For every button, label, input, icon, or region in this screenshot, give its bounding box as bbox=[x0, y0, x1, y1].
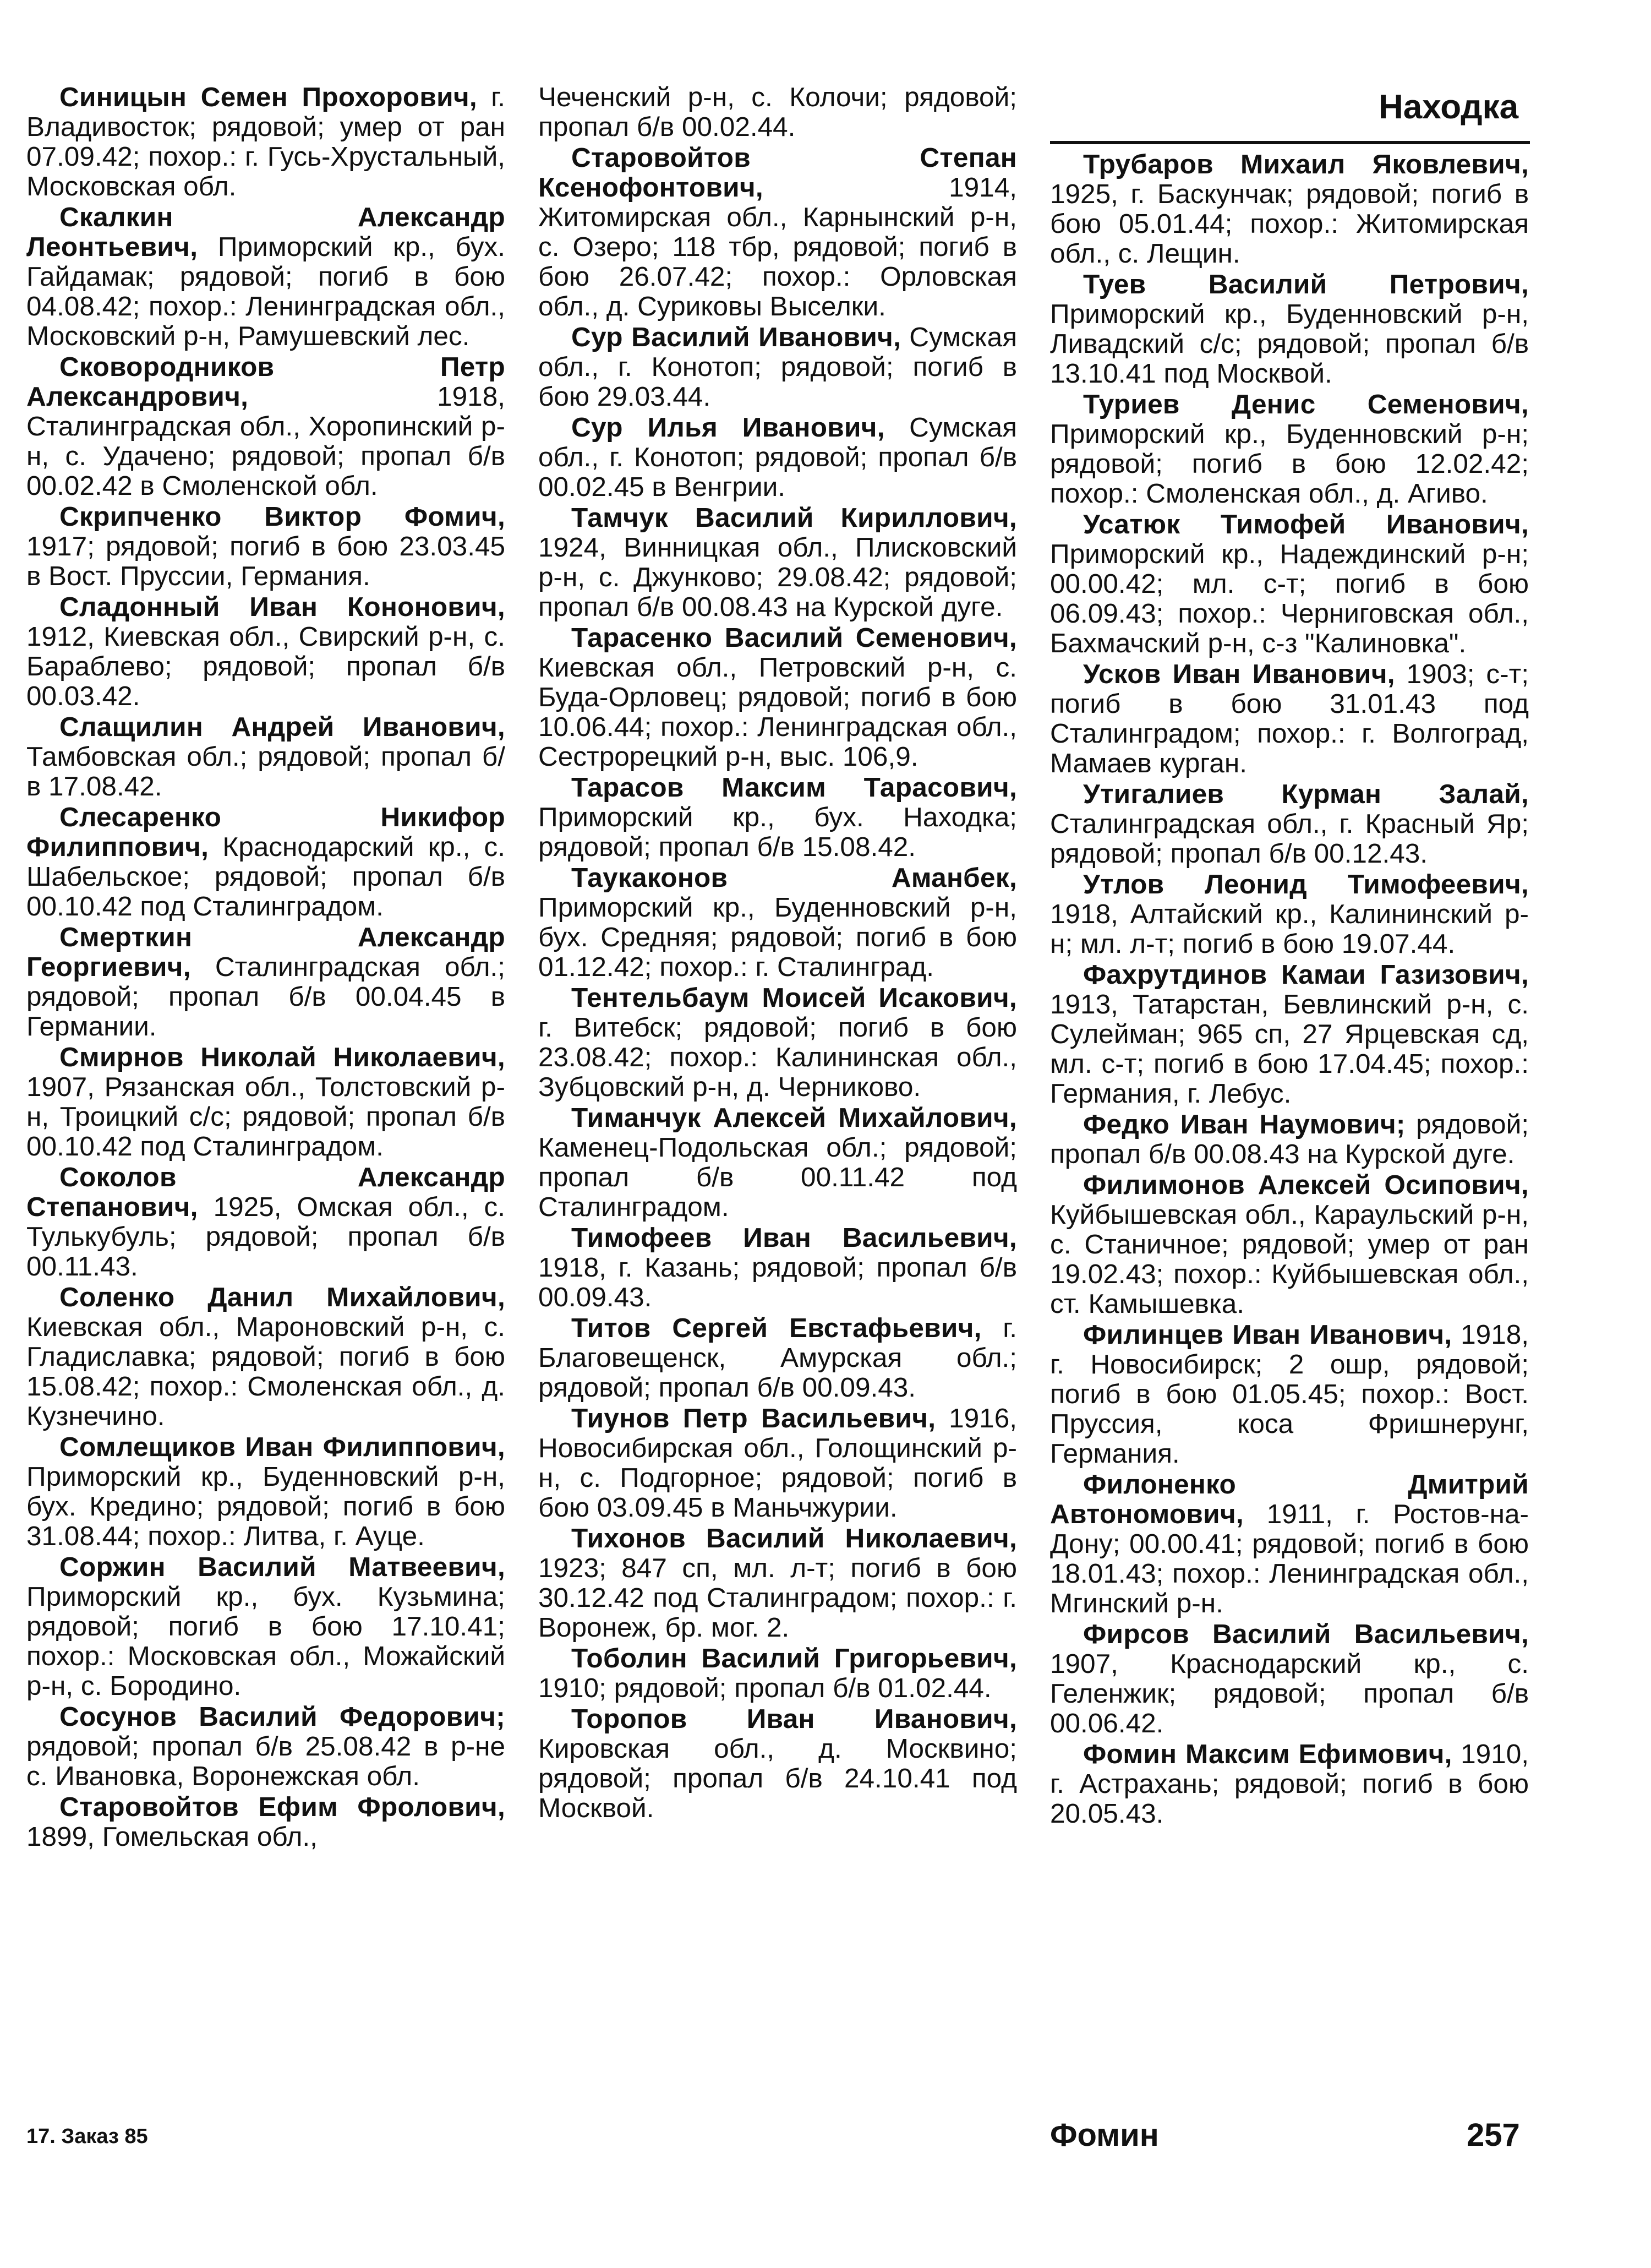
entry-name: Трубаров Михаил Яковлевич, bbox=[1083, 149, 1529, 179]
entry-details: 1923; 847 сп, мл. л-т; погиб в бою 30.12.42 под Сталинградом; похор.: г. Воронеж, бр. мог. 2. bbox=[538, 1553, 1017, 1643]
entry bbox=[1050, 390, 1529, 509]
entry bbox=[1050, 1620, 1529, 1738]
entry bbox=[538, 1313, 1017, 1403]
print-order-note: 17. Заказ 85 bbox=[26, 2125, 148, 2148]
entry-name: Тоболин Василий Григорьевич, bbox=[571, 1643, 1017, 1673]
entry-details: 1918, Сталинградская обл., Хоропинский р-н, с. Удачено; рядовой; пропал б/в 00.02.42 в Смоленской обл. bbox=[26, 381, 505, 501]
entry-name: Филимонов Алексей Осипович, bbox=[1083, 1170, 1529, 1200]
entry bbox=[26, 923, 505, 1042]
entry-details: 1907, Краснодарский кр., с. Геленжик; рядовой; пропал б/в 00.06.42. bbox=[1050, 1649, 1529, 1738]
entry-details: 1918, г. Новосибирск; 2 ошр, рядовой; погиб в бою 01.05.45; похор.: Вост. Пруссия, коса Фришнерунг, Германия. bbox=[1050, 1320, 1529, 1469]
entry bbox=[26, 1792, 505, 1852]
entry-name: Усатюк Тимофей Иванович, bbox=[1083, 509, 1529, 539]
header-rule bbox=[1050, 141, 1530, 144]
entry-name: Утлов Леонид Тимофеевич, bbox=[1083, 869, 1529, 899]
running-name: Фомин bbox=[1050, 2117, 1159, 2153]
entry-name: Тихонов Василий Николаевич, bbox=[571, 1523, 1017, 1553]
entry-details: Приморский кр., Буденновский р-н, Ливадский с/с; рядовой; пропал б/в 13.10.41 под Москвой. bbox=[1050, 299, 1529, 389]
entry-details: 1914, Житомирская обл., Карнынский р-н, с. Озеро; 118 тбр, рядовой; погиб в бою 26.07.42; похор.: Орловская обл., д. Суриковы Выселки. bbox=[538, 172, 1017, 321]
entry bbox=[538, 83, 1017, 142]
entry-details: Сталинградская обл.; рядовой; пропал б/в 00.04.45 в Германии. bbox=[26, 952, 505, 1042]
entry bbox=[538, 503, 1017, 622]
entry bbox=[26, 1702, 505, 1791]
section-title: Находка bbox=[1379, 88, 1519, 126]
entry bbox=[26, 352, 505, 501]
entry-name: Титов Сергей Евстафьевич, bbox=[571, 1313, 982, 1343]
entry bbox=[538, 1524, 1017, 1643]
entry-details: 1913, Татарстан, Бевлинский р-н, с. Сулейман; 965 сп, 27 Ярцевская сд, мл. с-т; погиб в бою 17.04.45; похор.: Германия, г. Лебус. bbox=[1050, 989, 1529, 1109]
entry bbox=[1050, 510, 1529, 658]
entry-details: 1899, Гомельская обл., bbox=[26, 1822, 318, 1852]
entry-details: Приморский кр., бух. Кузьмина; рядовой; погиб в бою 17.10.41; похор.: Московская обл., Можайский р-н, с. Бородино. bbox=[26, 1582, 505, 1701]
entry-details: Киевская обл., Петровский р-н, с. Буда-Орловец; рядовой; погиб в бою 10.06.44; похор.: Ленинградская обл., Сестрорецкий р-н, выс. 106,9. bbox=[538, 652, 1017, 772]
entry-name: Синицын Семен Прохорович, bbox=[59, 82, 477, 112]
entry-name: Филоненко Дмитрий Автономович, bbox=[1050, 1469, 1529, 1529]
entry bbox=[538, 1103, 1017, 1222]
entry-name: Соленко Данил Михайлович, bbox=[59, 1282, 505, 1312]
entry-name: Тентельбаум Моисей Исакович, bbox=[571, 983, 1017, 1013]
column-2 bbox=[538, 83, 1017, 1824]
entry bbox=[26, 203, 505, 351]
entry-details: 1918, Алтайский кр., Калининский р-н; мл. л-т; погиб в бою 19.07.44. bbox=[1050, 899, 1529, 959]
entry bbox=[26, 1552, 505, 1701]
entry-details: рядовой; пропал б/в 00.08.43 на Курской дуге. bbox=[1050, 1109, 1529, 1169]
entry-details: 1925, Омская обл., с. Тулькубуль; рядовой; пропал б/в 00.11.43. bbox=[26, 1192, 505, 1282]
entry bbox=[538, 1404, 1017, 1523]
entry-name: Сковородников Петр Александрович, bbox=[26, 352, 505, 412]
entry-name: Старовойтов Степан Ксенофонтович, bbox=[538, 143, 1017, 203]
entry-name: Соколов Александр Степанович, bbox=[26, 1162, 505, 1222]
entry-name: Сомлещиков Иван Филиппович, bbox=[59, 1432, 505, 1462]
entry-details: Приморский кр., бух. Гайдамак; рядовой; погиб в бою 04.08.42; похор.: Ленинградская обл., Московский р-н, Рамушевский лес. bbox=[26, 232, 505, 351]
entry-details: Киевская обл., Мароновский р-н, с. Гладиславка; рядовой; погиб в бою 15.08.42; похор.: Смоленская обл., д. Кузнечино. bbox=[26, 1312, 505, 1431]
entry-details: Сумская обл., г. Конотоп; рядовой; погиб в бою 29.03.44. bbox=[538, 322, 1017, 412]
entry-details: 1916, Новосибирская обл., Голощинский р-н, с. Подгорное; рядовой; погиб в бою 03.09.45 в Маньчжурии. bbox=[538, 1403, 1017, 1523]
entry-name: Торопов Иван Иванович, bbox=[571, 1704, 1017, 1734]
entry-name: Смирнов Николай Николаевич, bbox=[59, 1042, 505, 1072]
page-number: 257 bbox=[1467, 2117, 1520, 2153]
entry bbox=[538, 1704, 1017, 1823]
entry-details: 1918, г. Казань; рядовой; пропал б/в 00.09.43. bbox=[538, 1252, 1017, 1312]
entry bbox=[1050, 1740, 1529, 1829]
entry bbox=[1050, 270, 1529, 389]
entry-name: Туриев Денис Семенович, bbox=[1083, 389, 1529, 419]
entry-details: Каменец-Подольская обл.; рядовой; пропал б/в 00.11.42 под Сталинградом. bbox=[538, 1132, 1017, 1222]
entry bbox=[26, 502, 505, 591]
entry bbox=[26, 1163, 505, 1282]
entry bbox=[538, 143, 1017, 321]
entry-name: Скалкин Александр Леонтьевич, bbox=[26, 202, 505, 262]
entry bbox=[1050, 1110, 1529, 1169]
entry-details: 1907, Рязанская обл., Толстовский р-н, Троицкий с/с; рядовой; пропал б/в 00.10.42 под Сталинградом. bbox=[26, 1072, 505, 1162]
entry bbox=[26, 1432, 505, 1551]
entry-details: Тамбовская обл.; рядовой; пропал б/в 17.08.42. bbox=[26, 742, 505, 802]
column-1 bbox=[26, 83, 505, 1853]
entry-details: Сталинградская обл., г. Красный Яр; рядовой; пропал б/в 00.12.43. bbox=[1050, 809, 1529, 869]
entry-details: 1925, г. Баскунчак; рядовой; погиб в бою 05.01.44; похор.: Житомирская обл., с. Лещин. bbox=[1050, 179, 1529, 269]
entry-details: Сумская обл., г. Конотоп; рядовой; пропал б/в 00.02.45 в Венгрии. bbox=[538, 412, 1017, 502]
entry-details: Приморский кр., Буденновский р-н, бух. Средняя; рядовой; погиб в бою 01.12.42; похор.: г. Сталинград. bbox=[538, 892, 1017, 982]
entry bbox=[1050, 870, 1529, 959]
entry-details: 1903; с-т; погиб в бою 31.01.43 под Сталинградом; похор.: г. Волгоград, Мамаев курган. bbox=[1050, 659, 1529, 778]
entry-name: Сосунов Василий Федорович; bbox=[59, 1702, 505, 1732]
entry-name: Филинцев Иван Иванович, bbox=[1083, 1320, 1452, 1350]
entry-name: Скрипченко Виктор Фомич, bbox=[59, 501, 505, 532]
entry-name: Таукаконов Аманбек, bbox=[571, 863, 1017, 893]
entry-details: Куйбышевская обл., Караульский р-н, с. Станичное; рядовой; умер от ран 19.02.43; похор.: Куйбышевская обл., ст. Камышевка. bbox=[1050, 1200, 1529, 1319]
entry-details: Кировская обл., д. Москвино; рядовой; пропал б/в 24.10.41 под Москвой. bbox=[538, 1733, 1017, 1823]
entry-name: Фахрутдинов Камаи Газизович, bbox=[1083, 959, 1529, 990]
entry-details: Приморский кр., Надеждинский р-н; 00.00.42; мл. с-т; погиб в бою 06.09.43; похор.: Черниговская обл., Бахмачский р-н, с-з "Калиновка". bbox=[1050, 539, 1529, 658]
column-3 bbox=[1050, 150, 1529, 1830]
entry bbox=[26, 1043, 505, 1162]
entry-details: Приморский кр., бух. Находка; рядовой; пропал б/в 15.08.42. bbox=[538, 802, 1017, 862]
entry bbox=[1050, 960, 1529, 1109]
entry bbox=[538, 983, 1017, 1102]
entry bbox=[26, 1283, 505, 1431]
entry-name: Старовойтов Ефим Фролович, bbox=[59, 1792, 505, 1822]
entry-name: Тарасов Максим Тарасович, bbox=[571, 772, 1017, 803]
entry-name: Туев Василий Петрович, bbox=[1083, 269, 1529, 299]
entry-details: Краснодарский кр., с. Шабельское; рядовой; пропал б/в 00.10.42 под Сталинградом. bbox=[26, 832, 505, 922]
entry-name: Федко Иван Наумович; bbox=[1083, 1109, 1406, 1140]
entry-name: Тамчук Василий Кириллович, bbox=[571, 503, 1017, 533]
entry bbox=[1050, 1170, 1529, 1319]
entry-name: Фирсов Василий Васильевич, bbox=[1083, 1619, 1529, 1649]
entry bbox=[538, 1223, 1017, 1312]
entry bbox=[1050, 1470, 1529, 1618]
entry bbox=[538, 773, 1017, 862]
entry bbox=[1050, 1320, 1529, 1469]
entry bbox=[26, 592, 505, 711]
entry-name: Слесаренко Никифор Филиппович, bbox=[26, 802, 505, 862]
entry-name: Тимофеев Иван Васильевич, bbox=[571, 1223, 1017, 1253]
entry-details: рядовой; пропал б/в 25.08.42 в р-не с. Ивановка, Воронежская обл. bbox=[26, 1731, 505, 1791]
entry bbox=[1050, 779, 1529, 869]
entry-details: 1911, г. Ростов-на-Дону; 00.00.41; рядовой; погиб в бою 18.01.43; похор.: Ленинградская обл., Мгинский р-н. bbox=[1050, 1499, 1529, 1618]
entry-name: Соржин Василий Матвеевич, bbox=[59, 1552, 505, 1582]
entry bbox=[538, 623, 1017, 772]
entry-name: Фомин Максим Ефимович, bbox=[1083, 1739, 1452, 1769]
entry-details: 1917; рядовой; погиб в бою 23.03.45 в Вост. Пруссии, Германия. bbox=[26, 531, 505, 591]
entry bbox=[538, 1644, 1017, 1703]
entry-name: Сладонный Иван Кононович, bbox=[59, 592, 505, 622]
entry-details: 1924, Винницкая обл., Плисковский р-н, с. Джунково; 29.08.42; рядовой; пропал б/в 00.08.43 на Курской дуге. bbox=[538, 532, 1017, 622]
entry bbox=[538, 413, 1017, 502]
entry-details: 1910, г. Астрахань; рядовой; погиб в бою 20.05.43. bbox=[1050, 1739, 1529, 1829]
entry-name: Утигалиев Курман Залай, bbox=[1083, 779, 1529, 809]
entry-name: Сур Василий Иванович, bbox=[571, 322, 901, 352]
entry-details: Приморский кр., Буденновский р-н; рядовой; погиб в бою 12.02.42; похор.: Смоленская обл., д. Агиво. bbox=[1050, 419, 1529, 509]
entry-name: Сур Илья Иванович, bbox=[571, 412, 885, 443]
entry bbox=[538, 863, 1017, 982]
entry-details: Приморский кр., Буденновский р-н, бух. Кредино; рядовой; погиб в бою 31.08.44; похор.: Литва, г. Ауце. bbox=[26, 1462, 505, 1551]
entry-details: г. Благовещенск, Амурская обл.; рядовой; пропал б/в 00.09.43. bbox=[538, 1313, 1017, 1403]
entry-details: г. Владивосток; рядовой; умер от ран 07.09.42; похор.: г. Гусь-Хрустальный, Московская обл. bbox=[26, 82, 505, 201]
entry-name: Усков Иван Иванович, bbox=[1083, 659, 1395, 689]
entry-name: Тиунов Петр Васильевич, bbox=[571, 1403, 936, 1433]
entry-name: Слащилин Андрей Иванович, bbox=[59, 712, 505, 742]
entry bbox=[1050, 150, 1529, 269]
entry-details: Чеченский р-н, с. Колочи; рядовой; пропал б/в 00.02.44. bbox=[538, 82, 1017, 142]
entry bbox=[1050, 659, 1529, 778]
entry bbox=[26, 83, 505, 201]
entry bbox=[538, 323, 1017, 412]
entry-name: Тарасенко Василий Семенович, bbox=[571, 623, 1017, 653]
entry-details: 1912, Киевская обл., Свирский р-н, с. Бараблево; рядовой; пропал б/в 00.03.42. bbox=[26, 621, 505, 711]
entry-details: г. Витебск; рядовой; погиб в бою 23.08.42; похор.: Калининская обл., Зубцовский р-н, д. Черниково. bbox=[538, 1012, 1017, 1102]
entry-name: Тиманчук Алексей Михайлович, bbox=[571, 1103, 1017, 1133]
entry bbox=[26, 712, 505, 802]
entry-details: 1910; рядовой; пропал б/в 01.02.44. bbox=[538, 1673, 992, 1703]
entry-name: Смерткин Александр Георгиевич, bbox=[26, 922, 505, 982]
entry bbox=[26, 803, 505, 922]
